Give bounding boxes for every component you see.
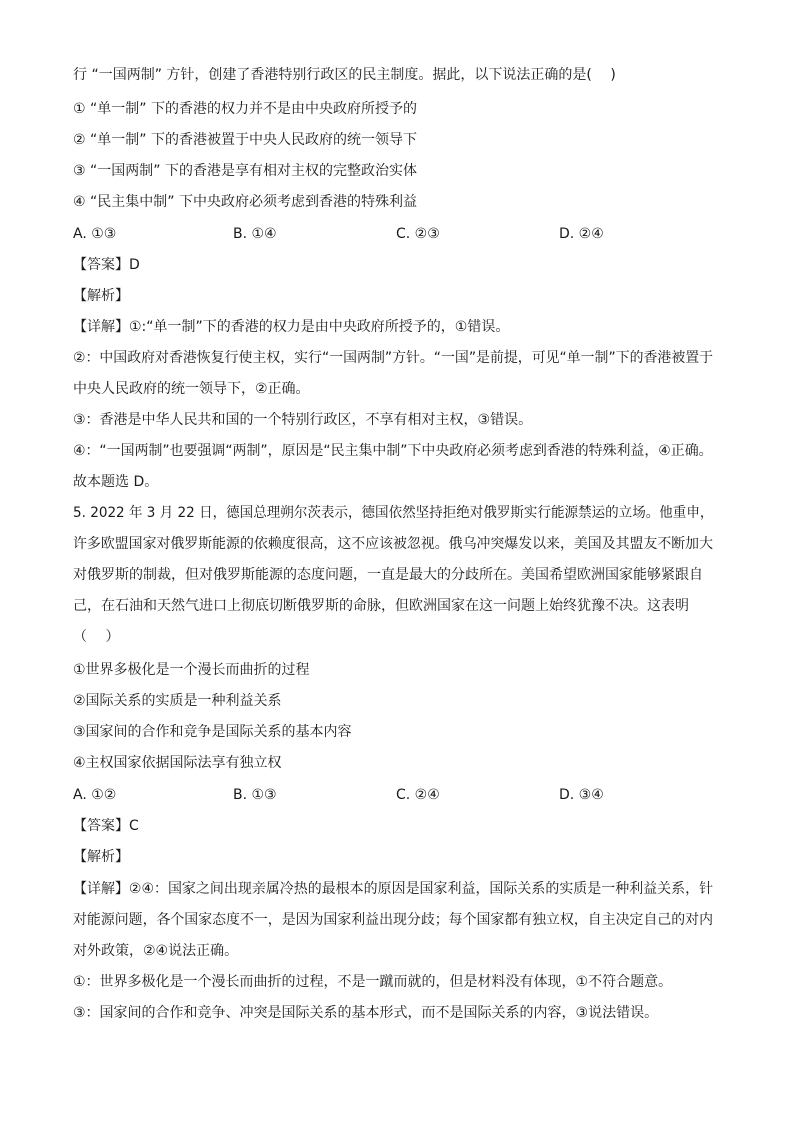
q4-option-c: C. ②③ xyxy=(396,226,440,242)
q4-detail-3: 中央人民政府的统一领导下，②正确。 xyxy=(73,381,310,397)
q4-item-2: ② “单一制” 下的香港被置于中央人民政府的统一领导下 xyxy=(73,132,417,148)
q4-option-a: A. ①③ xyxy=(73,226,117,242)
q4-analysis-label: 【解析】 xyxy=(73,288,129,304)
q5-option-b: B. ①③ xyxy=(233,787,277,803)
q4-answer: 【答案】D xyxy=(73,257,140,273)
q5-item-1: ①世界多极化是一个漫长而曲折的过程 xyxy=(73,662,310,678)
q5-item-4: ④主权国家依据国际法享有独立权 xyxy=(73,755,282,771)
q5-option-a: A. ①② xyxy=(73,787,117,803)
q4-item-4: ④ “民主集中制” 下中央政府必须考虑到香港的特殊利益 xyxy=(73,194,417,210)
q4-detail-6: 故本题选 D。 xyxy=(73,474,159,490)
q4-option-d: D. ②④ xyxy=(559,226,604,242)
q5-detail-2: 对能源问题，各个国家态度不一，是因为国家利益出现分歧；每个国家都有独立权，自主决定自己的对内 xyxy=(73,912,714,928)
q5-item-3: ③国家间的合作和竞争是国际关系的基本内容 xyxy=(73,724,352,740)
q4-options xyxy=(73,225,713,243)
q4-detail-4: ③：香港是中华人民共和国的一个特别行政区，不享有相对主权，③错误。 xyxy=(73,412,533,428)
q5-options xyxy=(73,786,713,804)
q5-detail-3: 对外政策，②④说法正确。 xyxy=(73,943,239,959)
q5-stem-4: 己，在石油和天然气进口上彻底切断俄罗斯的命脉，但欧洲国家在这一问题上始终犹豫不决。这表明 xyxy=(73,598,689,614)
q5-item-2: ②国际关系的实质是一种利益关系 xyxy=(73,693,282,709)
q5-stem-3: 对俄罗斯的制裁，但对俄罗斯能源的态度问题，一直是最大的分歧所在。美国希望欧洲国家能够紧跟自 xyxy=(73,567,703,583)
q4-detail-2: ②：中国政府对香港恢复行使主权，实行“一国两制”方针。“一国”是前提，可见“单一制”下的香港被置于 xyxy=(73,350,714,366)
q5-option-c: C. ②④ xyxy=(396,787,440,803)
q4-detail-5: ④：“一国两制”也要强调“两制”，原因是“民主集中制”下中央政府必须考虑到香港的特殊利益，④正确。 xyxy=(73,443,713,459)
q4-item-1: ① “单一制” 下的香港的权力并不是由中央政府所授予的 xyxy=(73,101,417,117)
q5-analysis-label: 【解析】 xyxy=(73,849,129,865)
q4-stem: 行 “一国两制” 方针，创建了香港特别行政区的民主制度。据此，以下说法正确的是( ) xyxy=(73,67,616,83)
q5-answer: 【答案】C xyxy=(73,818,139,834)
q5-detail-1: 【详解】②④：国家之间出现亲属冷热的最根本的原因是国家利益，国际关系的实质是一种利益关系，针 xyxy=(73,881,714,897)
q5-detail-4: ①：世界多极化是一个漫长而曲折的过程，不是一蹴而就的，但是材料没有体现，①不符合题意。 xyxy=(73,974,673,990)
q4-detail-1: 【详解】①:“单一制”下的香港的权力是由中央政府所授予的，①错误。 xyxy=(73,319,510,335)
q4-item-3: ③ “一国两制” 下的香港是享有相对主权的完整政治实体 xyxy=(73,163,417,179)
q5-stem-5: （ ） xyxy=(73,629,120,645)
q5-stem-2: 许多欧盟国家对俄罗斯能源的依赖度很高，这不应该被忽视。俄乌冲突爆发以来，美国及其盟友不断加大 xyxy=(73,536,714,552)
q5-option-d: D. ③④ xyxy=(559,787,604,803)
q5-detail-5: ③：国家间的合作和竞争、冲突是国际关系的基本形式，而不是国际关系的内容，③说法错误。 xyxy=(73,1005,659,1021)
q5-stem-1: 5. 2022 年 3 月 22 日，德国总理朔尔茨表示，德国依然坚持拒绝对俄罗斯实行能源禁运的立场。他重申， xyxy=(73,505,714,521)
q4-option-b: B. ①④ xyxy=(233,226,277,242)
